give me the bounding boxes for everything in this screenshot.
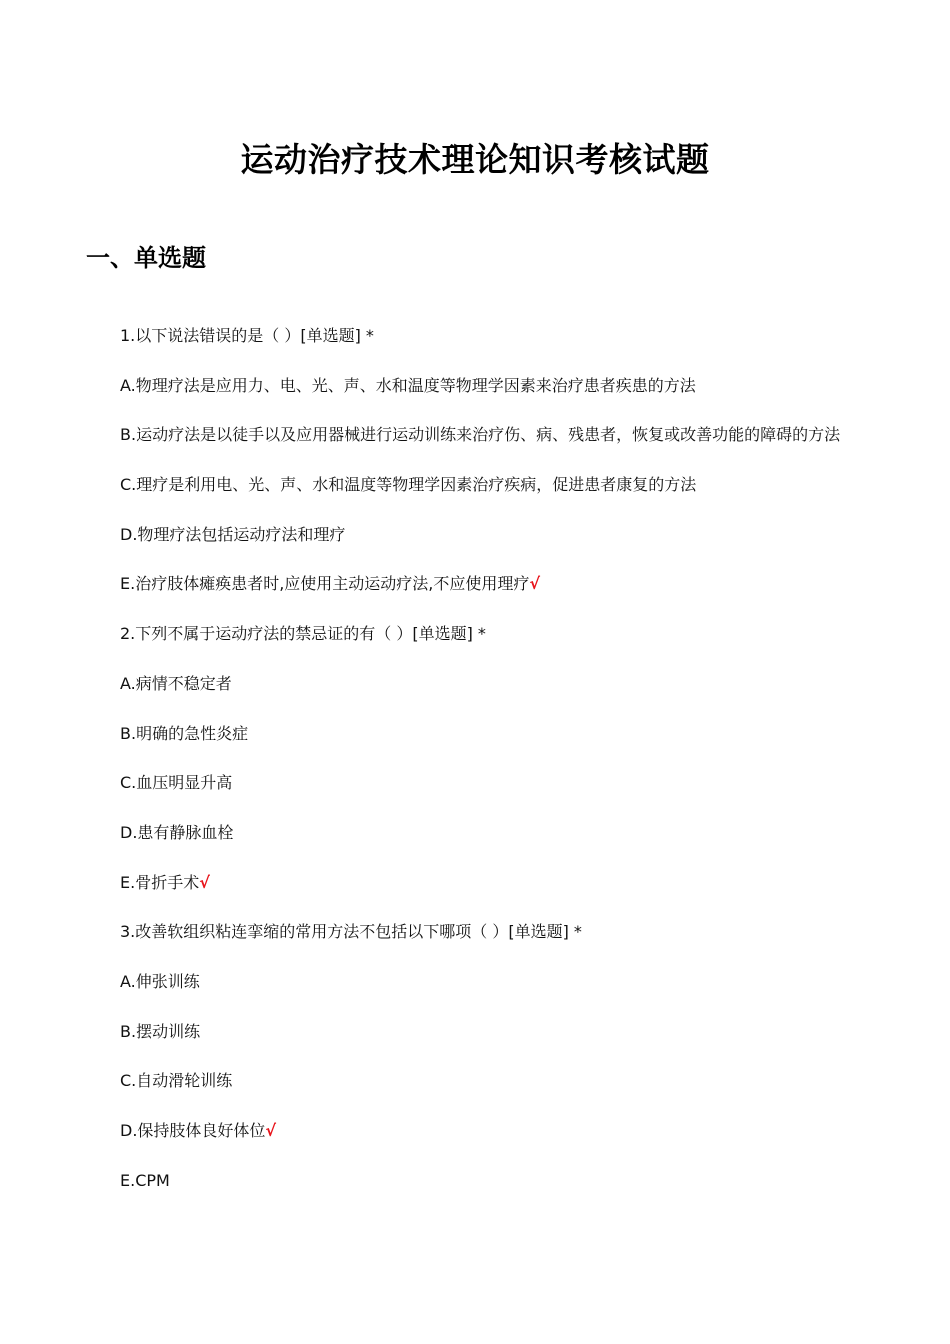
option-text: B.摆动训练 <box>120 1021 201 1041</box>
option-line <box>120 1066 900 1096</box>
option-text: D.患有静脉血栓 <box>120 822 234 842</box>
option-text: A.伸张训练 <box>120 971 200 991</box>
option-line <box>120 1166 900 1196</box>
correct-answer-check-icon: √ <box>529 574 541 594</box>
option-text: C.理疗是利用电、光、声、水和温度等物理学因素治疗疾病，促进患者康复的方法 <box>120 475 697 495</box>
option-line <box>120 818 900 848</box>
option-text: E.骨折手术 <box>120 872 200 892</box>
option-line <box>120 719 900 749</box>
option-line <box>120 569 900 599</box>
option-text: D.物理疗法包括运动疗法和理疗 <box>120 524 346 544</box>
option-line <box>120 868 900 898</box>
option-line <box>120 420 900 450</box>
option-text: A.病情不稳定者 <box>120 673 232 693</box>
question-stem: 2.下列不属于运动疗法的禁忌证的有（ ）[单选题] * <box>120 624 486 644</box>
option-line <box>120 967 900 997</box>
option-text: C.血压明显升高 <box>120 773 233 793</box>
option-text: E.CPM <box>120 1170 170 1190</box>
option-text: C.自动滑轮训练 <box>120 1071 233 1091</box>
option-line <box>120 1116 900 1146</box>
option-line <box>120 520 900 550</box>
question-stem: 1.以下说法错误的是（ ）[单选题] * <box>120 326 374 345</box>
document-title: 运动治疗技术理论知识考核试题 <box>240 140 710 179</box>
option-text: B.明确的急性炎症 <box>120 723 249 743</box>
option-line <box>120 1017 900 1047</box>
option-text: D.保持肢体良好体位 <box>120 1121 266 1140</box>
question-list <box>120 321 900 1215</box>
option-text: A.物理疗法是应用力、电、光、声、水和温度等物理学因素来治疗患者疾患的方法 <box>120 375 696 395</box>
option-text: B.运动疗法是以徒手以及应用器械进行运动训练来治疗伤、病、残患者，恢复或改善功能的障碍的方法 <box>120 425 841 445</box>
section-heading: 一、单选题 <box>86 244 206 272</box>
option-line <box>120 768 900 798</box>
option-line <box>120 371 900 401</box>
correct-answer-check-icon: √ <box>199 872 210 892</box>
question-stem: 3.改善软组织粘连挛缩的常用方法不包括以下哪项（ ）[单选题] * <box>120 922 582 942</box>
option-line <box>120 470 900 500</box>
correct-answer-check-icon: √ <box>265 1121 277 1140</box>
option-text: E.治疗肢体瘫痪患者时,应使用主动运动疗法,不应使用理疗 <box>120 574 530 594</box>
option-line <box>120 669 900 699</box>
